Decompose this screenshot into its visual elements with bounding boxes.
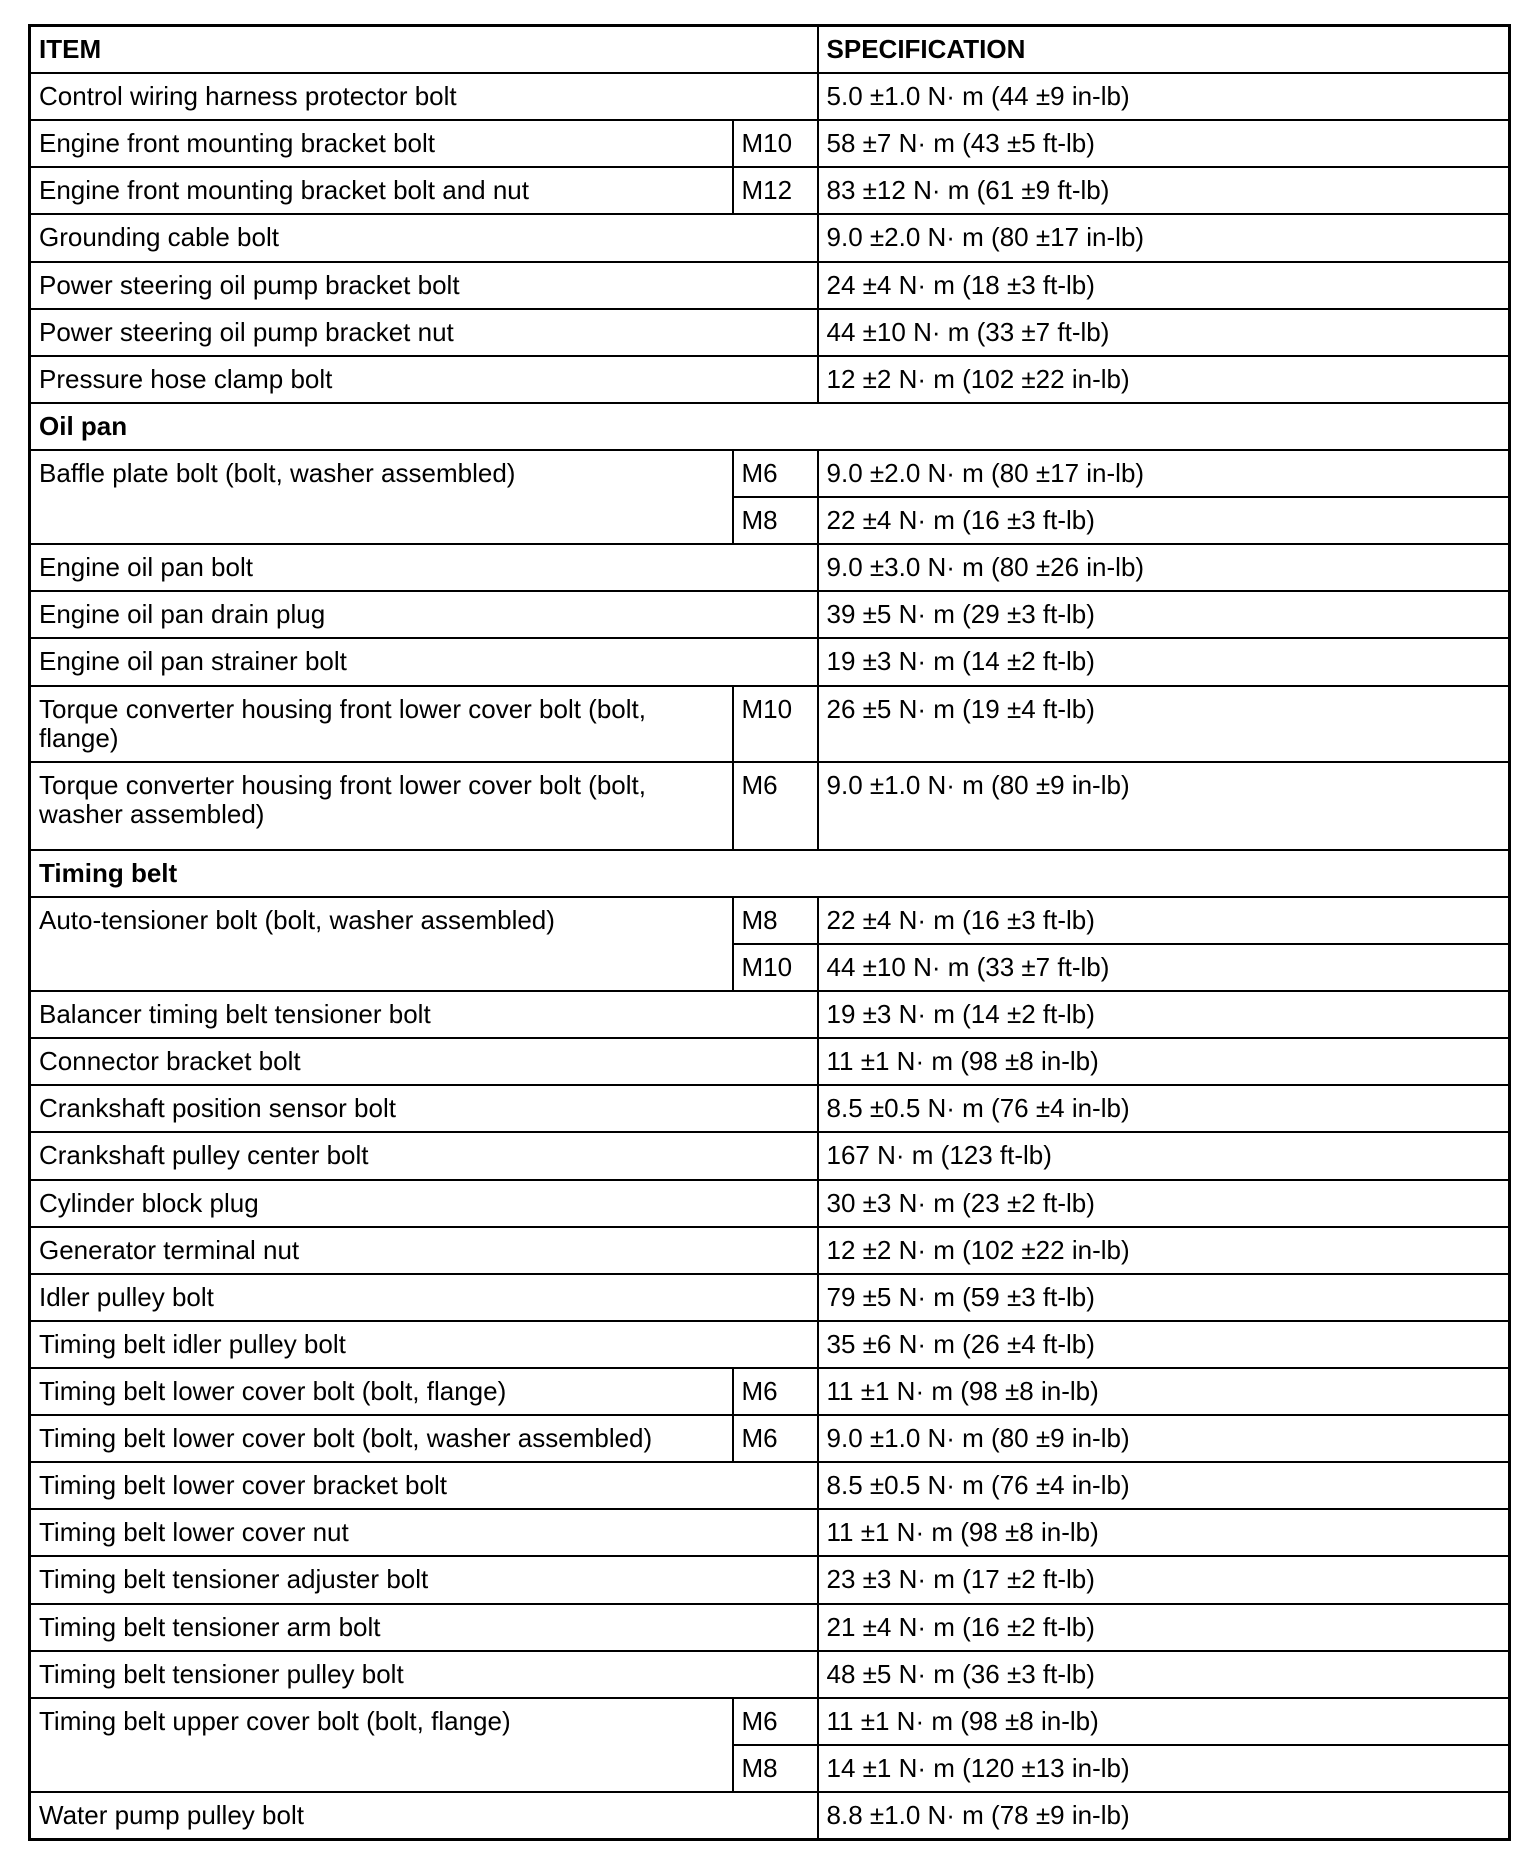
item-cell: Power steering oil pump bracket nut (30, 309, 818, 356)
spec-cell: 8.5 ±0.5 N· m (76 ±4 in-lb) (818, 1085, 1510, 1132)
table-row (30, 1227, 1510, 1274)
table-row (30, 686, 1510, 762)
table-row (30, 762, 1510, 850)
spec-cell: 19 ±3 N· m (14 ±2 ft-lb) (818, 991, 1510, 1038)
item-cell: Connector bracket bolt (30, 1038, 818, 1085)
size-cell: M6 (733, 1415, 818, 1462)
item-cell: Timing belt lower cover bracket bolt (30, 1462, 818, 1509)
item-cell: Timing belt lower cover bolt (bolt, washer assembled) (30, 1415, 733, 1462)
table-row (30, 167, 1510, 214)
size-cell: M10 (733, 686, 818, 762)
item-cell: Water pump pulley bolt (30, 1792, 818, 1840)
spec-cell: 58 ±7 N· m (43 ±5 ft-lb) (818, 120, 1510, 167)
item-cell: Timing belt tensioner pulley bolt (30, 1651, 818, 1698)
item-cell: Idler pulley bolt (30, 1274, 818, 1321)
size-cell: M6 (733, 1368, 818, 1415)
spec-cell: 21 ±4 N· m (16 ±2 ft-lb) (818, 1604, 1510, 1651)
spec-cell: 22 ±4 N· m (16 ±3 ft-lb) (818, 497, 1510, 544)
spec-cell: 26 ±5 N· m (19 ±4 ft-lb) (818, 686, 1510, 762)
table-row (30, 356, 1510, 403)
table-row (30, 1132, 1510, 1179)
item-cell: Timing belt tensioner adjuster bolt (30, 1556, 818, 1603)
torque-spec-table (28, 24, 1511, 1841)
spec-cell: 9.0 ±2.0 N· m (80 ±17 in-lb) (818, 214, 1510, 261)
section-row (30, 403, 1510, 450)
table-row (30, 262, 1510, 309)
table-row (30, 120, 1510, 167)
item-cell: Grounding cable bolt (30, 214, 818, 261)
size-cell: M10 (733, 120, 818, 167)
size-cell: M6 (733, 1698, 818, 1745)
item-cell: Timing belt lower cover nut (30, 1509, 818, 1556)
table-row (30, 214, 1510, 261)
item-cell: Torque converter housing front lower cover bolt (bolt, washer assembled) (30, 762, 733, 850)
spec-cell: 44 ±10 N· m (33 ±7 ft-lb) (818, 944, 1510, 991)
item-cell: Torque converter housing front lower cover bolt (bolt, flange) (30, 686, 733, 762)
size-cell: M8 (733, 497, 818, 544)
item-cell: Pressure hose clamp bolt (30, 356, 818, 403)
table-row (30, 1462, 1510, 1509)
spec-cell: 9.0 ±3.0 N· m (80 ±26 in-lb) (818, 544, 1510, 591)
item-cell: Cylinder block plug (30, 1180, 818, 1227)
table-row (30, 1509, 1510, 1556)
item-cell: Timing belt upper cover bolt (bolt, flange) (30, 1698, 733, 1792)
item-cell: Engine front mounting bracket bolt (30, 120, 733, 167)
table-row (30, 1415, 1510, 1462)
spec-cell: 22 ±4 N· m (16 ±3 ft-lb) (818, 897, 1510, 944)
spec-cell: 11 ±1 N· m (98 ±8 in-lb) (818, 1038, 1510, 1085)
table-row (30, 450, 1510, 497)
spec-cell: 12 ±2 N· m (102 ±22 in-lb) (818, 1227, 1510, 1274)
spec-cell: 9.0 ±2.0 N· m (80 ±17 in-lb) (818, 450, 1510, 497)
item-cell: Engine oil pan strainer bolt (30, 638, 818, 685)
column-header-spec: SPECIFICATION (818, 26, 1510, 74)
item-cell: Baffle plate bolt (bolt, washer assembled) (30, 450, 733, 544)
size-cell: M6 (733, 762, 818, 850)
item-cell: Engine front mounting bracket bolt and nut (30, 167, 733, 214)
column-header-item: ITEM (30, 26, 818, 74)
spec-cell: 39 ±5 N· m (29 ±3 ft-lb) (818, 591, 1510, 638)
table-header-row (30, 26, 1510, 74)
table-row (30, 1321, 1510, 1368)
spec-cell: 8.8 ±1.0 N· m (78 ±9 in-lb) (818, 1792, 1510, 1840)
spec-cell: 35 ±6 N· m (26 ±4 ft-lb) (818, 1321, 1510, 1368)
spec-cell: 23 ±3 N· m (17 ±2 ft-lb) (818, 1556, 1510, 1603)
item-cell: Generator terminal nut (30, 1227, 818, 1274)
item-cell: Engine oil pan bolt (30, 544, 818, 591)
item-cell: Crankshaft position sensor bolt (30, 1085, 818, 1132)
item-cell: Timing belt lower cover bolt (bolt, flange) (30, 1368, 733, 1415)
size-cell: M10 (733, 944, 818, 991)
table-row (30, 591, 1510, 638)
spec-cell: 48 ±5 N· m (36 ±3 ft-lb) (818, 1651, 1510, 1698)
spec-cell: 9.0 ±1.0 N· m (80 ±9 in-lb) (818, 762, 1510, 850)
table-row (30, 1792, 1510, 1840)
item-cell: Timing belt idler pulley bolt (30, 1321, 818, 1368)
item-cell: Control wiring harness protector bolt (30, 73, 818, 120)
table-row (30, 1368, 1510, 1415)
spec-cell: 5.0 ±1.0 N· m (44 ±9 in-lb) (818, 73, 1510, 120)
table-row (30, 897, 1510, 944)
table-row (30, 991, 1510, 1038)
table-row (30, 73, 1510, 120)
spec-cell: 19 ±3 N· m (14 ±2 ft-lb) (818, 638, 1510, 685)
size-cell: M12 (733, 167, 818, 214)
size-cell: M8 (733, 897, 818, 944)
section-label: Timing belt (30, 850, 1510, 897)
table-row (30, 1085, 1510, 1132)
spec-cell: 9.0 ±1.0 N· m (80 ±9 in-lb) (818, 1415, 1510, 1462)
table-row (30, 1180, 1510, 1227)
spec-cell: 24 ±4 N· m (18 ±3 ft-lb) (818, 262, 1510, 309)
item-cell: Power steering oil pump bracket bolt (30, 262, 818, 309)
spec-cell: 79 ±5 N· m (59 ±3 ft-lb) (818, 1274, 1510, 1321)
spec-table-body (30, 73, 1510, 1839)
item-cell: Crankshaft pulley center bolt (30, 1132, 818, 1179)
table-row (30, 544, 1510, 591)
table-row (30, 1038, 1510, 1085)
spec-cell: 12 ±2 N· m (102 ±22 in-lb) (818, 356, 1510, 403)
spec-cell: 83 ±12 N· m (61 ±9 ft-lb) (818, 167, 1510, 214)
size-cell: M6 (733, 450, 818, 497)
spec-cell: 11 ±1 N· m (98 ±8 in-lb) (818, 1698, 1510, 1745)
spec-cell: 30 ±3 N· m (23 ±2 ft-lb) (818, 1180, 1510, 1227)
table-row (30, 638, 1510, 685)
item-cell: Engine oil pan drain plug (30, 591, 818, 638)
size-cell: M8 (733, 1745, 818, 1792)
spec-cell: 14 ±1 N· m (120 ±13 in-lb) (818, 1745, 1510, 1792)
item-cell: Balancer timing belt tensioner bolt (30, 991, 818, 1038)
spec-cell: 167 N· m (123 ft-lb) (818, 1132, 1510, 1179)
section-label: Oil pan (30, 403, 1510, 450)
table-row (30, 1604, 1510, 1651)
spec-cell: 8.5 ±0.5 N· m (76 ±4 in-lb) (818, 1462, 1510, 1509)
item-cell: Timing belt tensioner arm bolt (30, 1604, 818, 1651)
table-row (30, 1556, 1510, 1603)
section-row (30, 850, 1510, 897)
spec-cell: 44 ±10 N· m (33 ±7 ft-lb) (818, 309, 1510, 356)
spec-cell: 11 ±1 N· m (98 ±8 in-lb) (818, 1368, 1510, 1415)
table-row (30, 1274, 1510, 1321)
spec-cell: 11 ±1 N· m (98 ±8 in-lb) (818, 1509, 1510, 1556)
table-row (30, 309, 1510, 356)
table-row (30, 1698, 1510, 1745)
table-row (30, 1651, 1510, 1698)
item-cell: Auto-tensioner bolt (bolt, washer assembled) (30, 897, 733, 991)
